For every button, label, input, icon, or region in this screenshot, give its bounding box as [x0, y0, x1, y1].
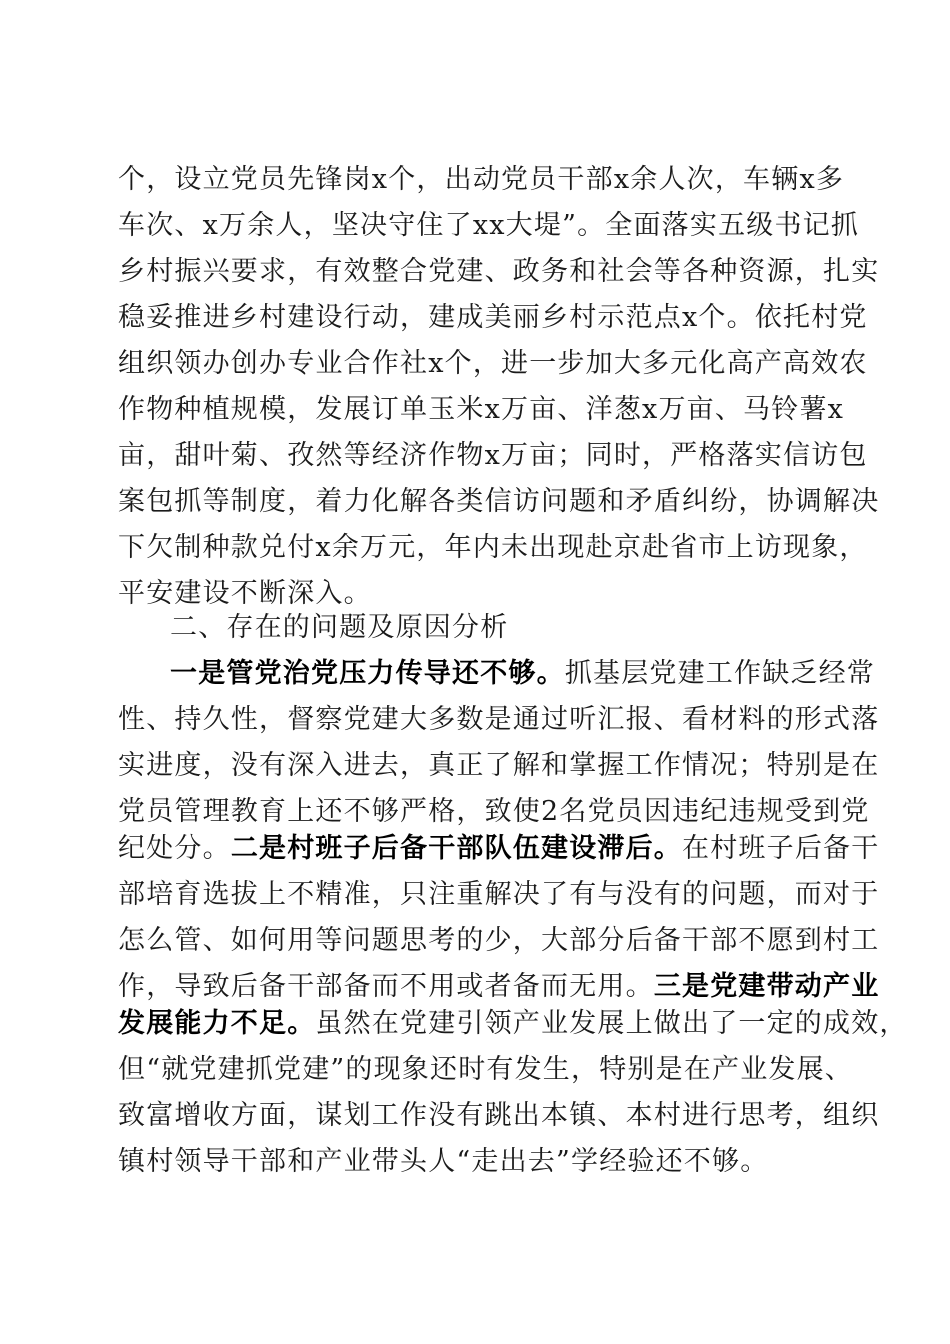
- bold-point-3-cont: 发展能力不足。: [118, 1008, 316, 1039]
- text-run: 作，导致后备干部备而不用或者备而无用。: [118, 971, 654, 1002]
- paragraph-line: 镇村领导干部和产业带头人“走出去”学经验还不够。: [118, 1146, 769, 1177]
- paragraph-line: 组织领办创办专业合作社x个，进一步加大多元化高产高效农: [118, 348, 868, 379]
- text-run: 虽然在党建引领产业发展上做出了一定的成效，: [315, 1008, 908, 1039]
- paragraph-line: 个，设立党员先锋岗x个，出动党员干部x余人次，车辆x多: [118, 164, 845, 195]
- bold-point-1: 一是管党治党压力传导还不够。: [170, 658, 565, 689]
- paragraph-line: 性、持久性，督察党建大多数是通过听汇报、看材料的形式落: [118, 704, 880, 735]
- paragraph-line: 党员管理教育上还不够严格，致使2名党员因违纪违规受到党: [118, 796, 870, 827]
- paragraph-line: 案包抓等制度，着力化解各类信访问题和矛盾纠纷，协调解决: [118, 486, 880, 517]
- paragraph-line: 作物种植规模，发展订单玉米x万亩、洋葱x万亩、马铃薯x: [118, 394, 845, 425]
- paragraph-line: 乡村振兴要求，有效整合党建、政务和社会等各种资源，扎实: [118, 256, 880, 287]
- text-run: 在村班子后备干: [682, 833, 880, 864]
- paragraph-line: [118, 1001, 908, 1047]
- paragraph-line: 怎么管、如何用等问题思考的少，大部分后备干部不愿到村工: [118, 925, 880, 956]
- paragraph-line: 实进度，没有深入进去，真正了解和掌握工作情况；特别是在: [118, 750, 880, 781]
- text-run: 抓基层党建工作缺乏经常: [564, 658, 876, 689]
- text-run: 纪处分。: [118, 833, 231, 864]
- paragraph-line: [118, 826, 880, 872]
- paragraph-line: 致富增收方面，谋划工作没有跳出本镇、本村进行思考，组织: [118, 1100, 880, 1131]
- paragraph-line: 部培育选拔上不精准，只注重解决了有与没有的问题，而对于: [118, 879, 880, 910]
- paragraph-line: 但“就党建抓党建”的现象还时有发生，特别是在产业发展、: [118, 1054, 854, 1085]
- bold-point-2: 二是村班子后备干部队伍建设滞后。: [230, 833, 683, 864]
- paragraph-line: 平安建设不断深入。: [118, 578, 372, 609]
- paragraph-line: 亩，甜叶菊、孜然等经济作物x万亩；同时，严格落实信访包: [118, 440, 868, 471]
- paragraph-line: 下欠制种款兑付x余万元，年内未出现赴京赴省市上访现象，: [118, 532, 868, 563]
- paragraph-line: 车次、x万余人，坚决守住了xx大堤”。全面落实五级书记抓: [118, 210, 860, 241]
- paragraph-line: 稳妥推进乡村建设行动，建成美丽乡村示范点x个。依托村党: [118, 302, 868, 333]
- section-heading: 二、存在的问题及原因分析: [170, 612, 509, 643]
- paragraph-line: [170, 651, 890, 697]
- bold-point-3: 三是党建带动产业: [653, 971, 880, 1002]
